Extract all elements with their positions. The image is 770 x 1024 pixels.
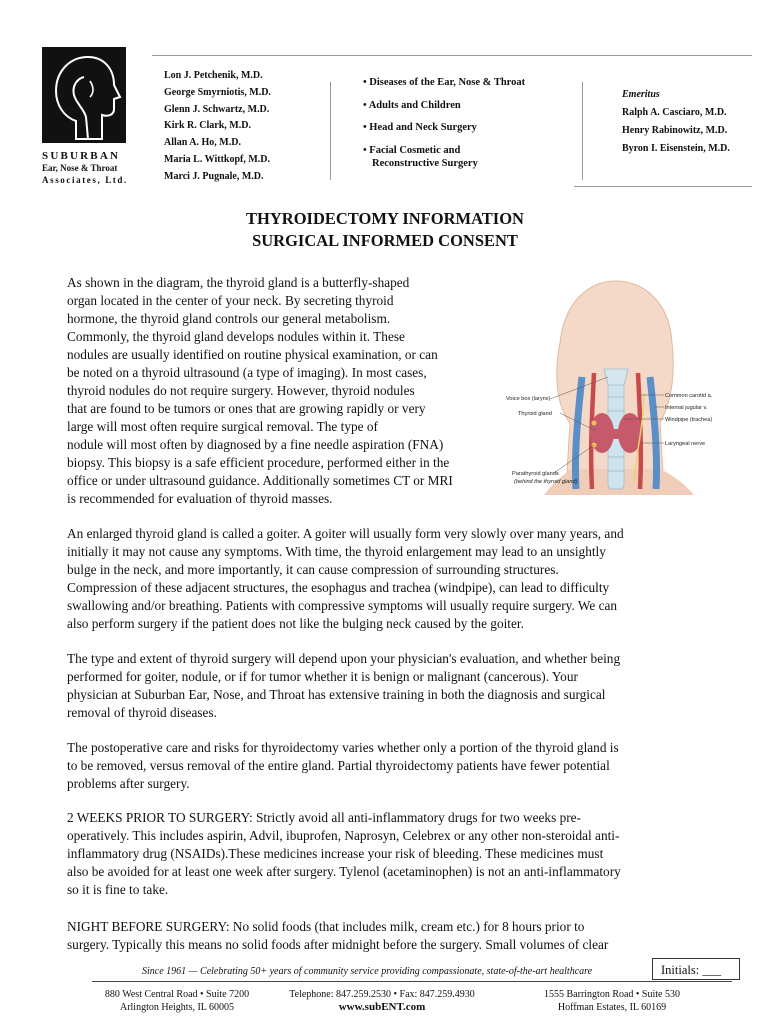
text-line: The type and extent of thyroid surgery will depend upon your physician's evaluation, and whether being [67, 651, 621, 666]
specialty-item: • Head and Neck Surgery [363, 122, 477, 133]
text-line: that are found to be tumors or ones that are growing rapidly or very [67, 401, 426, 416]
surgery-extent-paragraph [67, 650, 707, 722]
logo-line-1: SUBURBAN [42, 150, 121, 162]
physician-name: Glenn J. Schwartz, M.D. [164, 103, 270, 115]
text-line: problems after surgery. [67, 776, 190, 791]
document-title-line-1: THYROIDECTOMY INFORMATION [246, 209, 524, 228]
website-link[interactable]: www.subENT.com [338, 1001, 426, 1013]
text-line: surgery. Typically this means no solid foods after midnight before the surgery. Small volumes of clear [67, 937, 609, 952]
two-weeks-prior-paragraph [67, 809, 707, 899]
text-line: to be removed, versus removal of the entire gland. Partial thyroidectomy patients have fewer potential [67, 758, 610, 773]
text-line: An enlarged thyroid gland is called a goiter. A goiter will usually form very slowly over many years, and [67, 526, 624, 541]
footer-tagline: Since 1961 — Celebrating 50+ years of community service providing compassionate, state-of-the-art healthcare [142, 966, 593, 977]
text-line: As shown in the diagram, the thyroid gland is a butterfly-shaped [67, 275, 410, 290]
intro-paragraph [67, 274, 522, 508]
address-line: Hoffman Estates, IL 60169 [557, 1002, 667, 1013]
label-parathyroid: Parathyroid glands [512, 471, 559, 477]
specialty-item-continued: Reconstructive Surgery [372, 158, 478, 169]
text-line: organ located in the center of your neck. By secreting thyroid [67, 293, 394, 308]
phone-fax: Telephone: 847.259.2530 • Fax: 847.259.4930 [289, 989, 475, 1000]
text-line: performed for goiter, nodule, or if for tumor whether it is benign or malignant (cancerous). Your [67, 669, 578, 684]
text-line: also be avoided for at least one week after surgery. Tylenol (acetaminophen) is not an anti-inflammatory [67, 864, 621, 879]
text-line: bulge in the neck, and more importantly, it can cause compression of surrounding structures. [67, 562, 559, 577]
physician-name: Kirk R. Clark, M.D. [164, 120, 251, 132]
logo-line-2: Ear, Nose & Throat [42, 163, 118, 173]
text-line: removal of thyroid diseases. [67, 705, 217, 720]
address-line: 880 West Central Road • Suite 7200 [104, 989, 250, 1000]
header-bottom-rule [574, 186, 752, 187]
address-hoffman [512, 988, 712, 1014]
text-line: operatively. This includes aspirin, Advil, ibuprofen, Naprosyn, Celebrex or any other non-steroidal anti- [67, 828, 620, 843]
specialty-item: • Adults and Children [363, 99, 461, 111]
text-line: office or under ultrasound guidance. Additionally sometimes CT or MRI [67, 473, 453, 488]
specialty-item: • Facial Cosmetic and [363, 144, 461, 156]
physician-name: Marci J. Pugnale, M.D. [164, 170, 264, 182]
address-arlington [82, 988, 272, 1014]
emeritus-name: Ralph A. Casciaro, M.D. [622, 107, 727, 118]
header-top-rule [152, 55, 752, 56]
label-windpipe: Windpipe (trachea) [665, 417, 713, 423]
label-laryngeal-nerve: Laryngeal nerve [665, 441, 706, 447]
text-line: large will most often require surgical removal. The type of [67, 419, 378, 434]
header-divider-1 [330, 82, 331, 180]
text-line: inflammatory drug (NSAIDs).These medicines increase your risk of bleeding. These medicines must [67, 846, 604, 861]
emeritus-name: Byron I. Eisenstein, M.D. [622, 143, 730, 154]
text-line: swallowing and/or breathing. Patients with compressive symptoms will usually require surgery. We can [67, 598, 618, 613]
address-line: Arlington Heights, IL 60005 [119, 1002, 235, 1013]
header-divider-2 [582, 82, 583, 180]
footer-rule [92, 981, 732, 982]
logo-line-3: Associates, Ltd. [42, 175, 128, 185]
physician-list [164, 68, 271, 186]
physician-name: Allan A. Ho, M.D. [164, 137, 241, 149]
label-jugular: Internal jugular v. [665, 405, 708, 411]
document-title-line-2: SURGICAL INFORMED CONSENT [252, 231, 518, 250]
text-line: biopsy. This biopsy is a safe efficient procedure, performed either in the [67, 455, 450, 470]
text-line: so it is fine to take. [67, 882, 169, 897]
emeritus-list [622, 86, 730, 158]
postop-paragraph [67, 739, 707, 793]
text-line: 2 WEEKS PRIOR TO SURGERY: Strictly avoid all anti-inflammatory drugs for two weeks pre- [67, 810, 581, 825]
text-line: be noted on a thyroid ultrasound (a type of imaging). In most cases, [67, 365, 427, 380]
text-line: nodules are usually identified on routine physical examination, or can [67, 347, 438, 362]
label-thyroid-gland: Thyroid gland [518, 411, 552, 417]
document-title [0, 208, 770, 252]
logo-wordmark [42, 150, 134, 186]
text-line: NIGHT BEFORE SURGERY: No solid foods (that includes milk, cream etc.) for 8 hours prior to [67, 919, 585, 934]
head-profile-logo-graphic [42, 47, 126, 143]
physician-name: George Smyrniotis, M.D. [164, 86, 271, 98]
night-before-paragraph [67, 918, 707, 954]
practice-logo [42, 47, 126, 143]
text-line: physician at Suburban Ear, Nose, and Throat has extensive training in both the diagnosis and surgical [67, 687, 606, 702]
label-carotid: Common carotid a. [665, 393, 713, 399]
text-line: hormone, the thyroid gland controls our general metabolism. [67, 311, 391, 326]
text-line: initially it may not cause any symptoms. With time, the thyroid enlargement may lead to an unsightly [67, 544, 606, 559]
contact-info [272, 988, 492, 1014]
text-line: also perform surgery if the patient does not like the bulging neck caused by the goiter. [67, 616, 524, 631]
physician-name: Maria L. Wittkopf, M.D. [164, 153, 271, 165]
text-line: nodule will most often by diagnosed by a fine needle aspiration (FNA) [67, 437, 444, 452]
goiter-paragraph [67, 525, 707, 633]
physician-name: Lon J. Petchenik, M.D. [164, 70, 263, 81]
specialty-list [363, 72, 525, 172]
address-line: 1555 Barrington Road • Suite 530 [544, 989, 680, 1000]
emeritus-name: Henry Rabinowitz, M.D. [622, 125, 728, 136]
text-line: is recommended for evaluation of thyroid masses. [67, 491, 333, 506]
specialty-item: • Diseases of the Ear, Nose & Throat [363, 77, 526, 88]
text-line: Compression of these adjacent structures, the esophagus and trachea (windpipe), can lead to difficulty [67, 580, 610, 595]
label-voice-box: Voice box (larynx) [506, 396, 551, 402]
text-line: The postoperative care and risks for thyroidectomy varies whether only a portion of the thyroid gland is [67, 740, 619, 755]
thyroid-anatomy-diagram [504, 273, 724, 495]
initials-field[interactable]: Initials: ___ [652, 958, 740, 980]
emeritus-title: Emeritus [622, 89, 660, 100]
label-parathyroid-note: (behind the thyroid gland) [514, 479, 578, 485]
text-line: Commonly, the thyroid gland develops nodules within it. These [67, 329, 405, 344]
text-line: thyroid nodules do not require surgery. However, thyroid nodules [67, 383, 415, 398]
